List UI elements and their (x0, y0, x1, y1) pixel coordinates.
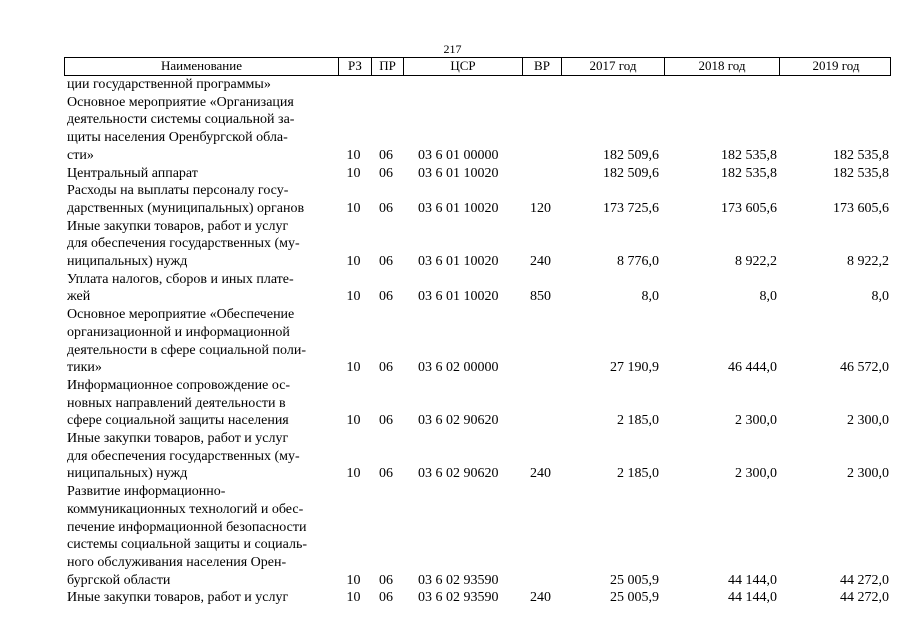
row-value-2018: 173 605,6 (721, 200, 777, 216)
row-name-line: Основное мероприятие «Обеспечение (67, 307, 295, 323)
row-name-line: сфере социальной защиты населения (67, 413, 289, 429)
row-name-line: сти» (67, 147, 94, 163)
row-value-2019: 44 272,0 (840, 590, 889, 606)
row-rz: 10 (346, 147, 361, 163)
row-name-line: ции государственной программы» (67, 77, 271, 92)
row-name (64, 306, 337, 377)
row-name-line: Иные закупки товаров, работ и услуг (67, 590, 289, 606)
row-name-line: дарственных (муниципальных) органов (67, 200, 305, 216)
row-pr: 06 (379, 572, 393, 588)
header-pr: ПР (371, 58, 403, 75)
row-pr: 06 (379, 413, 393, 429)
row-value-2018: 44 144,0 (728, 590, 777, 606)
row-vr: 240 (530, 466, 551, 482)
row-value-2017: 25 005,9 (610, 572, 659, 588)
row-value-2019: 173 605,6 (833, 200, 889, 216)
row-name (64, 218, 337, 271)
row-name-line: ного обслуживания населения Орен- (67, 554, 287, 570)
table-row (64, 76, 891, 94)
row-name-line: Уплата налогов, сборов и иных плате- (67, 271, 294, 287)
row-pr: 06 (379, 147, 393, 163)
row-name-line: бургской области (67, 572, 171, 588)
header-name: Наименование (161, 58, 242, 73)
row-value-2018: 182 535,8 (721, 165, 777, 181)
row-pr: 06 (379, 360, 393, 376)
row-value-2019: 182 535,8 (833, 165, 889, 181)
page-number: 217 (443, 42, 462, 56)
row-value-2018: 2 300,0 (735, 466, 777, 482)
row-rz: 10 (346, 413, 361, 429)
row-csr: 03 6 02 90620 (418, 466, 499, 482)
row-value-2019: 2 300,0 (847, 413, 889, 429)
row-pr: 06 (379, 590, 393, 606)
row-value-2018: 8,0 (759, 289, 777, 305)
row-name-line: Информационное сопровождение ос- (67, 377, 291, 393)
table-row (64, 589, 891, 607)
table-row (64, 218, 891, 271)
row-name-line: печение информационной безопасности (67, 519, 307, 535)
table-row (64, 306, 891, 377)
row-name (64, 377, 337, 430)
row-name-line: для обеспечения государственных (му- (67, 448, 300, 464)
row-value-2018: 2 300,0 (735, 413, 777, 429)
row-name (64, 483, 337, 589)
header-csr: ЦСР (403, 58, 522, 75)
row-vr: 240 (530, 254, 551, 270)
table-row (64, 94, 891, 165)
row-value-2018: 44 144,0 (728, 572, 777, 588)
row-csr: 03 6 01 10020 (418, 289, 499, 305)
row-csr: 03 6 02 00000 (418, 360, 499, 376)
row-pr: 06 (379, 200, 393, 216)
row-csr: 03 6 02 93590 (418, 572, 499, 588)
row-value-2017: 8 776,0 (617, 254, 659, 270)
table-row (64, 377, 891, 430)
row-pr: 06 (379, 466, 393, 482)
row-name-line: Иные закупки товаров, работ и услуг (67, 431, 289, 447)
row-name-line: щиты населения Оренбургской обла- (67, 130, 288, 146)
row-value-2019: 182 535,8 (833, 147, 889, 163)
row-vr: 240 (530, 590, 551, 606)
budget-table (64, 57, 891, 607)
row-value-2017: 2 185,0 (617, 413, 659, 429)
header-rz: РЗ (338, 58, 371, 75)
row-csr: 03 6 01 10020 (418, 200, 499, 216)
table-header (64, 57, 891, 76)
row-rz: 10 (346, 254, 361, 270)
row-name-line: Иные закупки товаров, работ и услуг (67, 218, 289, 234)
row-name-line: для обеспечения государственных (му- (67, 236, 300, 252)
header-2018: 2018 год (664, 58, 779, 75)
table-row (64, 483, 891, 589)
row-rz: 10 (346, 572, 361, 588)
row-vr: 120 (530, 200, 551, 216)
row-csr: 03 6 02 93590 (418, 590, 499, 606)
row-csr: 03 6 02 90620 (418, 413, 499, 429)
row-value-2019: 44 272,0 (840, 572, 889, 588)
table-row (64, 430, 891, 483)
row-name (64, 430, 337, 483)
row-name (64, 94, 337, 165)
row-name (64, 76, 337, 94)
header-vr: ВР (522, 58, 561, 75)
row-value-2019: 46 572,0 (840, 360, 889, 376)
row-rz: 10 (346, 165, 361, 181)
row-value-2018: 46 444,0 (728, 360, 777, 376)
row-pr: 06 (379, 289, 393, 305)
row-name-line: деятельности системы социальной за- (67, 112, 295, 128)
row-csr: 03 6 01 00000 (418, 147, 499, 163)
row-value-2017: 2 185,0 (617, 466, 659, 482)
row-value-2019: 8,0 (871, 289, 889, 305)
header-2019: 2019 год (779, 58, 892, 75)
row-value-2018: 182 535,8 (721, 147, 777, 163)
row-name (64, 182, 337, 217)
row-name-line: жей (67, 289, 91, 305)
row-csr: 03 6 01 10020 (418, 254, 499, 270)
row-value-2017: 25 005,9 (610, 590, 659, 606)
row-rz: 10 (346, 360, 361, 376)
row-name-line: Основное мероприятие «Организация (67, 94, 294, 110)
table-row (64, 165, 891, 183)
row-name-line: организационной и информационной (67, 324, 290, 340)
row-csr: 03 6 01 10020 (418, 165, 499, 181)
row-name-line: Центральный аппарат (67, 165, 198, 181)
row-name-line: деятельности в сфере социальной поли- (67, 342, 306, 358)
table-row (64, 182, 891, 217)
row-rz: 10 (346, 590, 361, 606)
header-2017: 2017 год (561, 58, 664, 75)
row-name-line: новных направлений деятельности в (67, 395, 286, 411)
row-name-line: системы социальной защиты и социаль- (67, 537, 308, 553)
row-pr: 06 (379, 254, 393, 270)
row-rz: 10 (346, 289, 361, 305)
row-name (64, 165, 337, 183)
row-pr: 06 (379, 165, 393, 181)
row-vr: 850 (530, 289, 551, 305)
row-name-line: ниципальных) нужд (67, 466, 188, 482)
row-value-2017: 27 190,9 (610, 360, 659, 376)
row-name (64, 271, 337, 306)
row-rz: 10 (346, 200, 361, 216)
row-value-2017: 182 509,6 (603, 165, 659, 181)
row-name-line: Расходы на выплаты персоналу госу- (67, 183, 289, 199)
row-name-line: коммуникационных технологий и обес- (67, 501, 304, 517)
row-name (64, 589, 337, 607)
row-value-2019: 2 300,0 (847, 466, 889, 482)
row-value-2018: 8 922,2 (735, 254, 777, 270)
row-value-2017: 8,0 (641, 289, 659, 305)
row-value-2017: 182 509,6 (603, 147, 659, 163)
row-name-line: тики» (67, 360, 102, 376)
row-rz: 10 (346, 466, 361, 482)
table-body (64, 76, 891, 607)
row-name-line: Развитие информационно- (67, 484, 226, 500)
row-value-2019: 8 922,2 (847, 254, 889, 270)
table-row (64, 271, 891, 306)
row-value-2017: 173 725,6 (603, 200, 659, 216)
row-name-line: ниципальных) нужд (67, 254, 188, 270)
